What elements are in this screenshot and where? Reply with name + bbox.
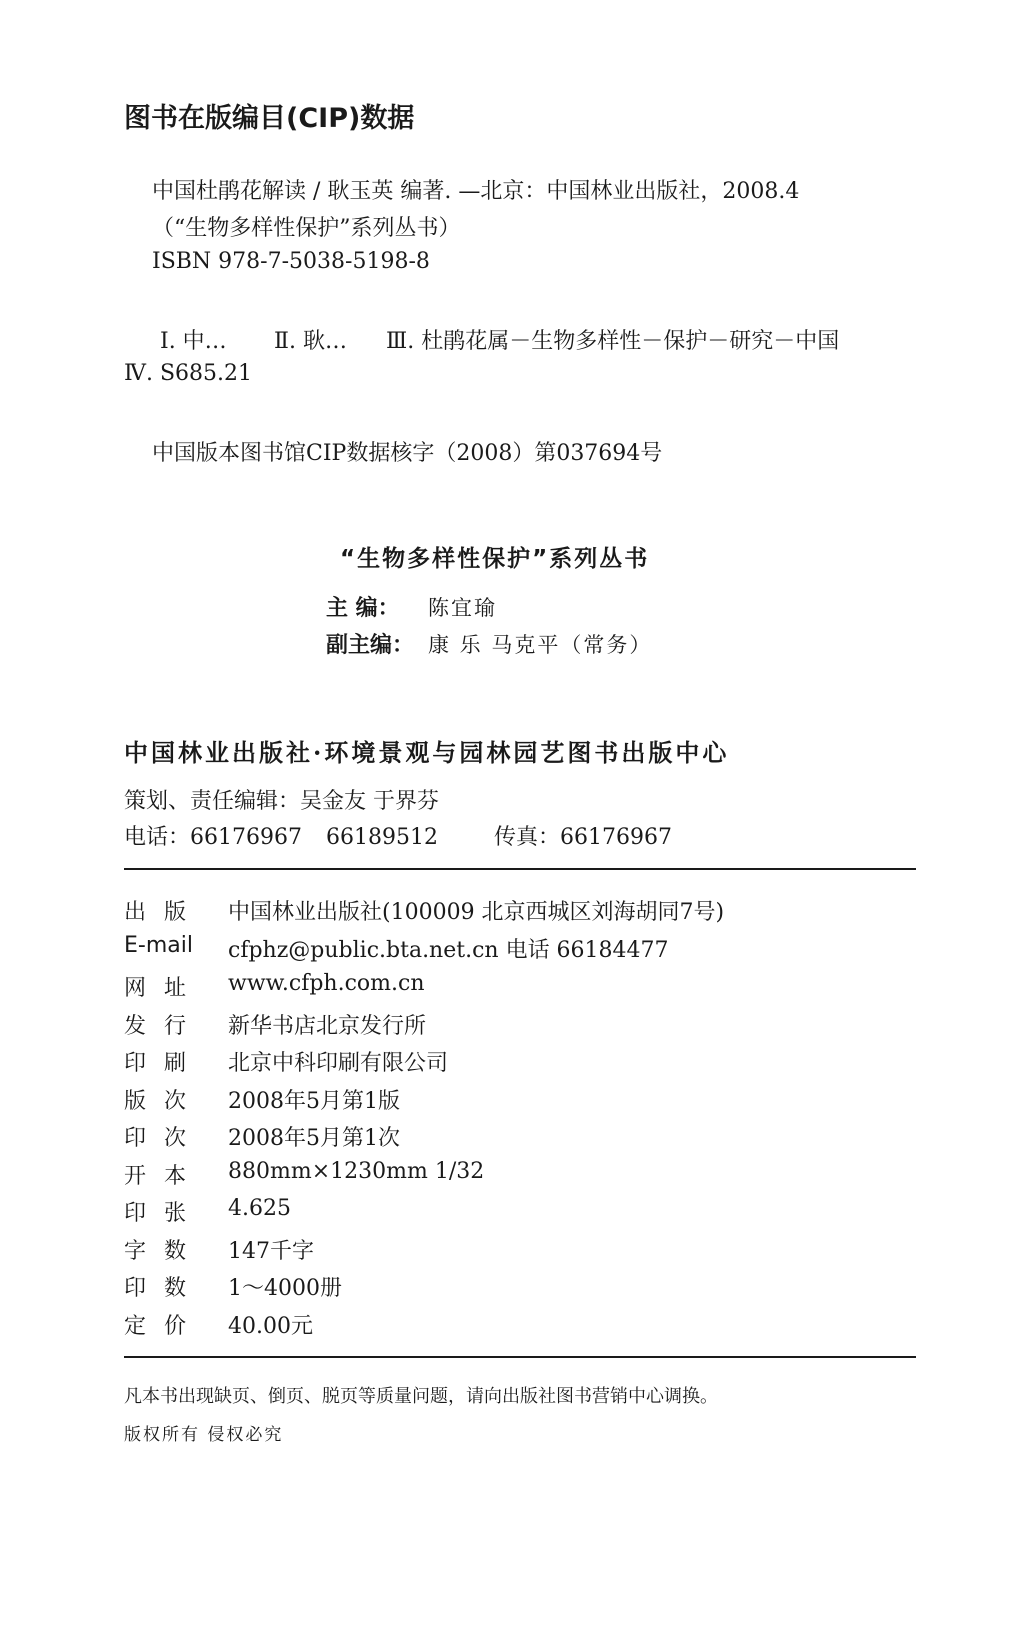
- detail-label-word-count: 字数: [124, 1239, 205, 1264]
- detail-label-distribution: 发行: [124, 1014, 205, 1039]
- phone-label: 电话：: [124, 825, 191, 850]
- phone-line: [124, 820, 696, 851]
- detail-label-printer: 印刷: [124, 1051, 205, 1076]
- phone-1: 66176967: [190, 825, 302, 850]
- chief-editor-value: 陈宜瑜: [428, 596, 497, 620]
- detail-value-word-count: 147千字: [228, 1239, 314, 1264]
- fax-label: 传真：: [493, 825, 560, 850]
- cip-class-1: Ⅰ. 中…: [160, 329, 227, 354]
- cip-class-4: Ⅳ. S685.21: [124, 361, 253, 386]
- deputy-editor-value: 康 乐 马克平（常务）: [428, 633, 653, 657]
- phone-2: 66189512: [326, 825, 438, 850]
- cip-class-3: Ⅲ. 杜鹃花属－生物多样性－保护－研究－中国: [386, 329, 840, 354]
- detail-label-publisher: 出版: [124, 900, 205, 925]
- detail-value-sheets: 4.625: [228, 1196, 291, 1221]
- cip-title-line: 中国杜鹃花解读 / 耿玉英 编著. —北京：中国林业出版社，2008.4: [152, 179, 800, 204]
- copyright-notice: 版权所有 侵权必究: [124, 1425, 284, 1445]
- detail-value-publisher: 中国林业出版社(100009 北京西城区刘海胡同7号): [228, 900, 725, 925]
- detail-value-email: cfphz@public.bta.net.cn 电话 66184477: [228, 938, 669, 963]
- detail-label-website: 网址: [124, 976, 205, 1001]
- responsible-editors: 策划、责任编辑：吴金友 于界芬: [124, 789, 439, 814]
- detail-label-print-run: 印数: [124, 1276, 205, 1301]
- detail-label-price: 定价: [124, 1314, 205, 1339]
- detail-label-format: 开本: [124, 1164, 205, 1189]
- detail-value-website: www.cfph.com.cn: [228, 971, 425, 996]
- cip-heading: 图书在版编目(CIP)数据: [124, 103, 415, 134]
- fax-number: 66176967: [560, 825, 672, 850]
- detail-value-format: 880mm×1230mm 1/32: [228, 1159, 485, 1184]
- detail-value-distribution: 新华书店北京发行所: [228, 1014, 427, 1039]
- chief-editor-label: 主 编：: [326, 596, 400, 621]
- deputy-editor-label: 副主编：: [326, 633, 415, 658]
- detail-label-email: E-mail: [124, 933, 193, 958]
- cip-isbn: ISBN 978-7-5038-5198-8: [152, 249, 430, 274]
- detail-value-edition: 2008年5月第1版: [228, 1089, 400, 1114]
- detail-label-sheets: 印张: [124, 1201, 205, 1226]
- publisher-center: 中国林业出版社·环境景观与园林园艺图书出版中心: [124, 738, 730, 767]
- series-title: “生物多样性保护”系列丛书: [340, 546, 650, 572]
- bottom-divider: [124, 1356, 916, 1358]
- quality-notice: 凡本书出现缺页、倒页、脱页等质量问题，请向出版社图书营销中心调换。: [124, 1386, 718, 1407]
- detail-label-printing: 印次: [124, 1126, 205, 1151]
- detail-value-price: 40.00元: [228, 1314, 313, 1339]
- detail-value-print-run: 1～4000册: [228, 1276, 342, 1301]
- cip-record-number: 中国版本图书馆CIP数据核字（2008）第037694号: [152, 441, 663, 466]
- detail-value-printer: 北京中科印刷有限公司: [228, 1051, 449, 1076]
- cip-class-2: Ⅱ. 耿…: [274, 329, 347, 354]
- detail-value-printing: 2008年5月第1次: [228, 1126, 400, 1151]
- cip-series-line: （“生物多样性保护”系列丛书）: [152, 216, 461, 241]
- top-divider: [124, 868, 916, 870]
- detail-label-edition: 版次: [124, 1089, 205, 1114]
